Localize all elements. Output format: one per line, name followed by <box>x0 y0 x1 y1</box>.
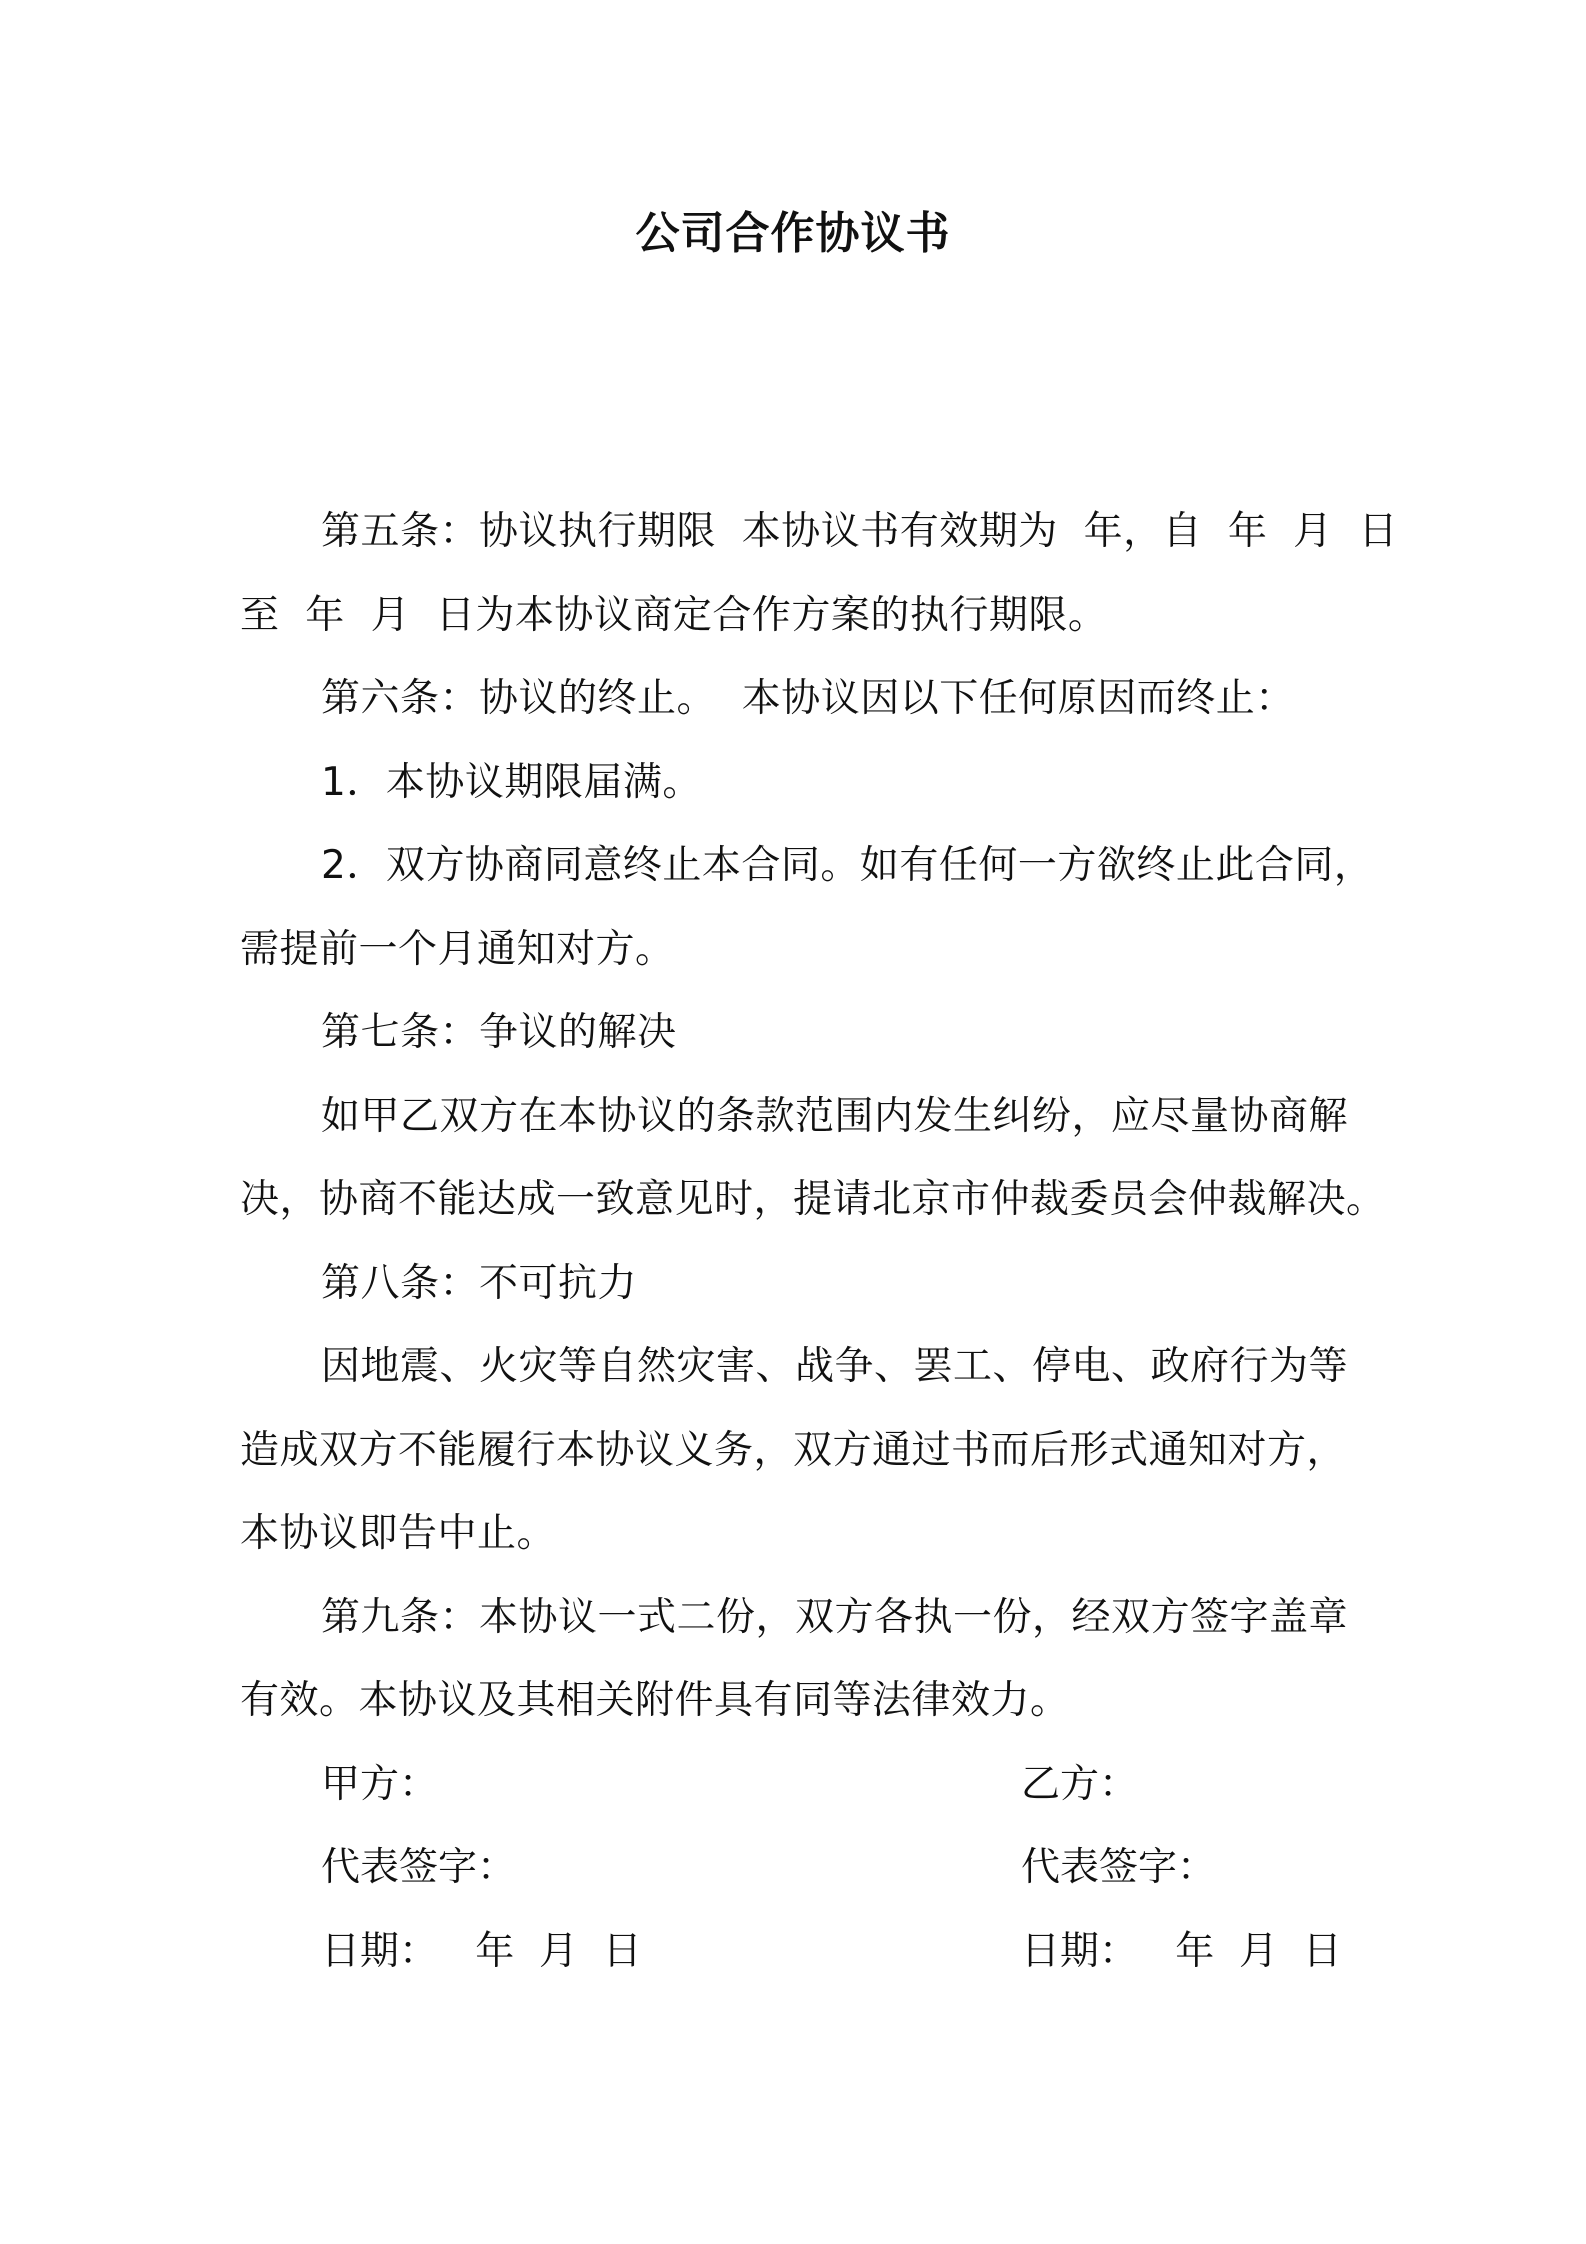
document-body <box>240 490 1398 1993</box>
article-7-heading: 第七条：争议的解决 <box>321 1010 677 1055</box>
party-b-date-label: 日期： 年 月 日 <box>1021 1928 1342 1974</box>
article-8-heading: 第八条：不可抗力 <box>321 1260 638 1306</box>
party-a-date-label: 日期： 年 月 日 <box>321 1928 642 1974</box>
party-b-label: 乙方： <box>1021 1761 1139 1807</box>
article-8-text-line-1: 因地震、火灾等自然灾害、战争、罢工、停电、政府行为等 <box>321 1344 1349 1389</box>
party-b-representative-label: 代表签字： <box>1021 1845 1217 1890</box>
article-9-line-1: 第九条：本协议一式二份，双方各执一份，经双方签字盖章 <box>321 1594 1349 1640</box>
article-9-line-2: 有效。本协议及其相关附件具有同等法律效力。 <box>240 1678 1070 1723</box>
signature-row-date <box>240 1910 1360 1994</box>
party-a-label: 甲方： <box>321 1761 439 1807</box>
article-7-text-line-2: 决，协商不能达成一致意见时，提请北京市仲裁委员会仲裁解决。 <box>240 1177 1386 1222</box>
signature-row-representative <box>240 1826 1360 1910</box>
article-8-text-line-2: 造成双方不能履行本协议义务，双方通过书而后形式通知对方， <box>240 1427 1347 1473</box>
article-8-text-line-3: 本协议即告中止。 <box>240 1511 557 1556</box>
article-6-item-2-line-1: 2．双方协商同意终止本合同。如有任何一方欲终止此合同， <box>321 843 1374 888</box>
article-5-line-1: 第五条：协议执行期限 本协议书有效期为 年，自 年 月 日 <box>321 509 1398 554</box>
article-5-line-2: 至 年 月 日为本协议商定合作方案的执行期限。 <box>240 592 1108 638</box>
article-7-text-line-1: 如甲乙双方在本协议的条款范围内发生纠纷，应尽量协商解 <box>321 1093 1349 1139</box>
signature-row-party <box>240 1743 1360 1827</box>
article-6-heading: 第六条：协议的终止。 本协议因以下任何原因而终止： <box>321 676 1295 721</box>
party-a-representative-label: 代表签字： <box>321 1845 517 1890</box>
article-6-item-1: 1．本协议期限届满。 <box>321 759 702 805</box>
document-title: 公司合作协议书 <box>635 208 951 259</box>
article-6-item-2-line-2: 需提前一个月通知对方。 <box>240 926 675 972</box>
